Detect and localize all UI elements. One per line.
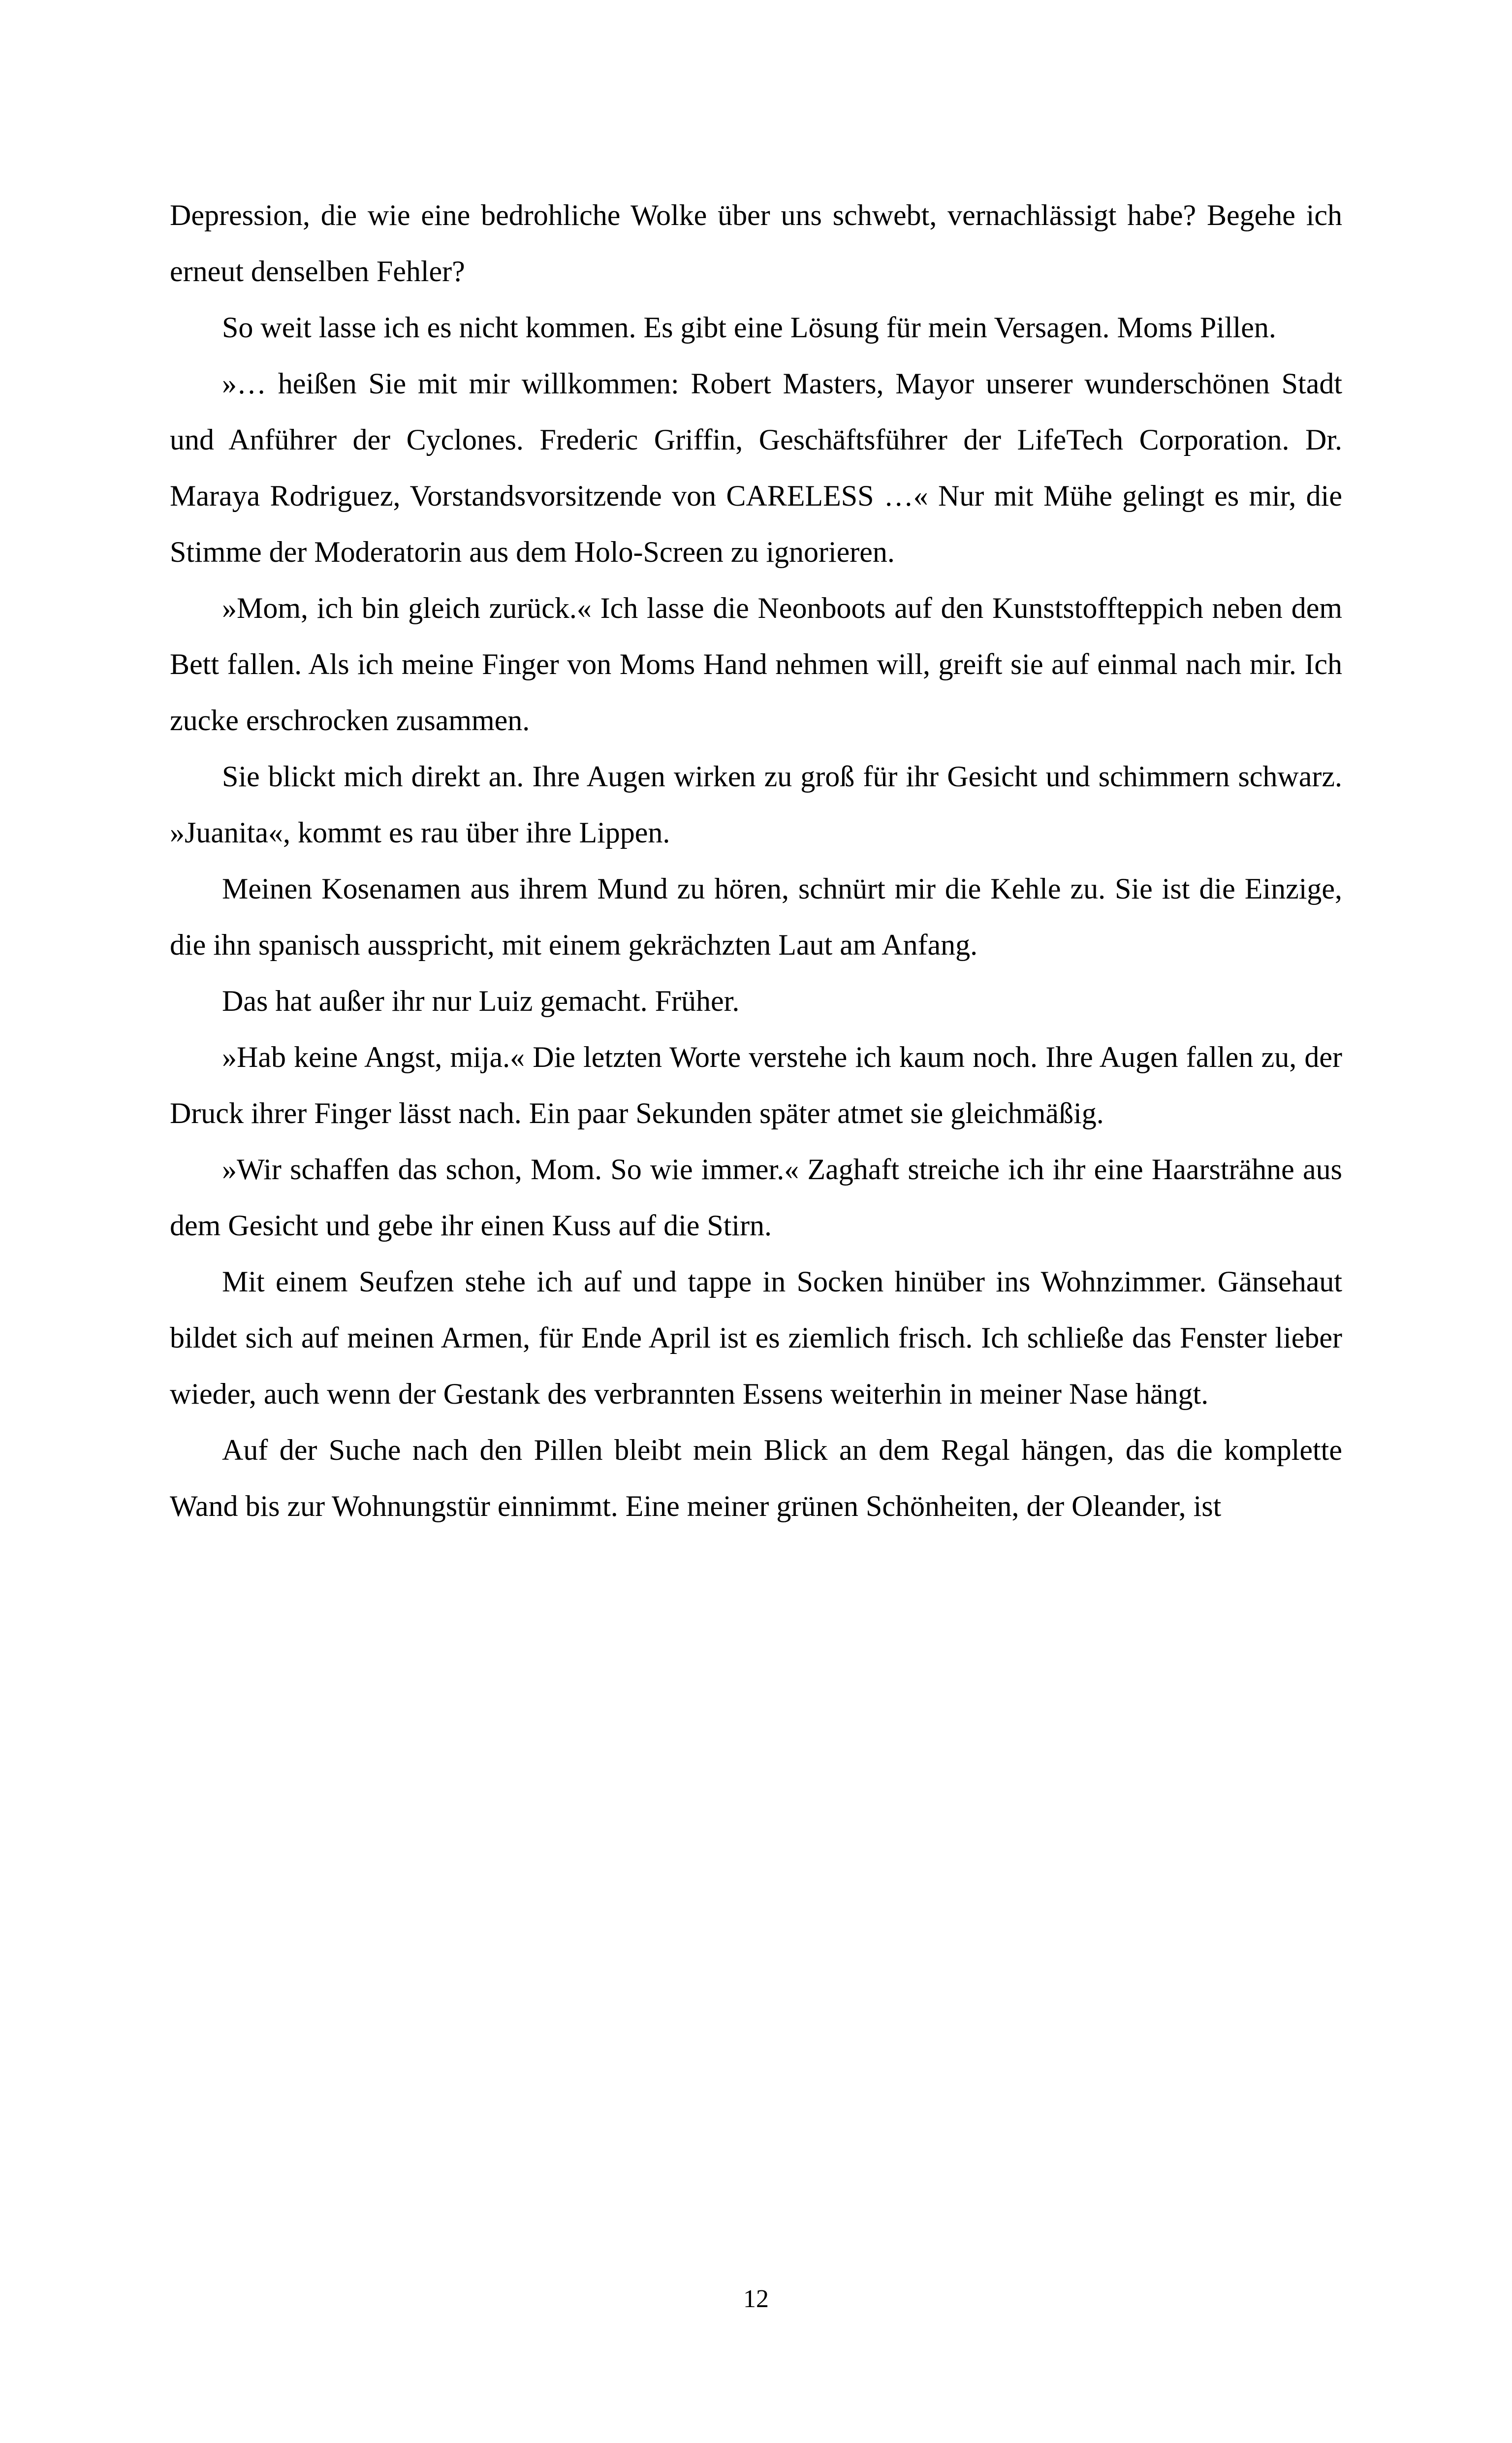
page-number: 12 <box>743 2285 769 2313</box>
paragraph: »Wir schaffen das schon, Mom. So wie immer.« Zaghaft streiche ich ihr eine Haarsträhne aus dem Gesicht und gebe ihr einen Kuss auf die Stirn. <box>170 1153 1342 1242</box>
page-body <box>170 187 1342 1534</box>
paragraph: Das hat außer ihr nur Luiz gemacht. Früher. <box>222 985 740 1017</box>
paragraph: Depression, die wie eine bedrohliche Wolke über uns schwebt, vernachlässigt habe? Begehe ich erneut denselben Fehler? <box>170 199 1342 288</box>
paragraph: »Hab keine Angst, mija.« Die letzten Worte verstehe ich kaum noch. Ihre Augen fallen zu, der Druck ihrer Finger lässt nach. Ein paar Sekunden später atmet sie gleichmäßig. <box>170 1041 1342 1129</box>
paragraph: »… heißen Sie mit mir willkommen: Robert Masters, Mayor unserer wunderschönen Stadt und Anführer der Cyclones. Frederic Griffin, Geschäftsführer der LifeTech Corporation. Dr. Maraya Rodriguez, Vorstandsvorsitzende von CARELESS …« Nur mit Mühe gelingt es mir, die Stimme der Moderatorin aus dem Holo-Screen zu ignorieren. <box>170 367 1342 568</box>
paragraph: Auf der Suche nach den Pillen bleibt mein Blick an dem Regal hängen, das die komplette Wand bis zur Wohnungstür einnimmt. Eine meiner grünen Schönheiten, der Oleander, ist <box>170 1434 1342 1522</box>
paragraph: Meinen Kosenamen aus ihrem Mund zu hören, schnürt mir die Kehle zu. Sie ist die Einzige, die ihn spanisch ausspricht, mit einem gekrächzten Laut am Anfang. <box>170 872 1342 961</box>
paragraph: Sie blickt mich direkt an. Ihre Augen wirken zu groß für ihr Gesicht und schimmern schwarz. »Juanita«, kommt es rau über ihre Lippen. <box>170 760 1342 849</box>
paragraph: So weit lasse ich es nicht kommen. Es gibt eine Lösung für mein Versagen. Moms Pillen. <box>222 311 1276 344</box>
paragraph: Mit einem Seufzen stehe ich auf und tappe in Socken hinüber ins Wohnzimmer. Gänsehaut bildet sich auf meinen Armen, für Ende April ist es ziemlich frisch. Ich schließe das Fenster lieber wieder, auch wenn der Gestank des verbrannten Essens weiterhin in meiner Nase hängt. <box>170 1265 1342 1410</box>
paragraph: »Mom, ich bin gleich zurück.« Ich lasse die Neonboots auf den Kunststoffteppich neben dem Bett fallen. Als ich meine Finger von Moms Hand nehmen will, greift sie auf einmal nach mir. Ich zucke erschrocken zusammen. <box>170 592 1342 737</box>
